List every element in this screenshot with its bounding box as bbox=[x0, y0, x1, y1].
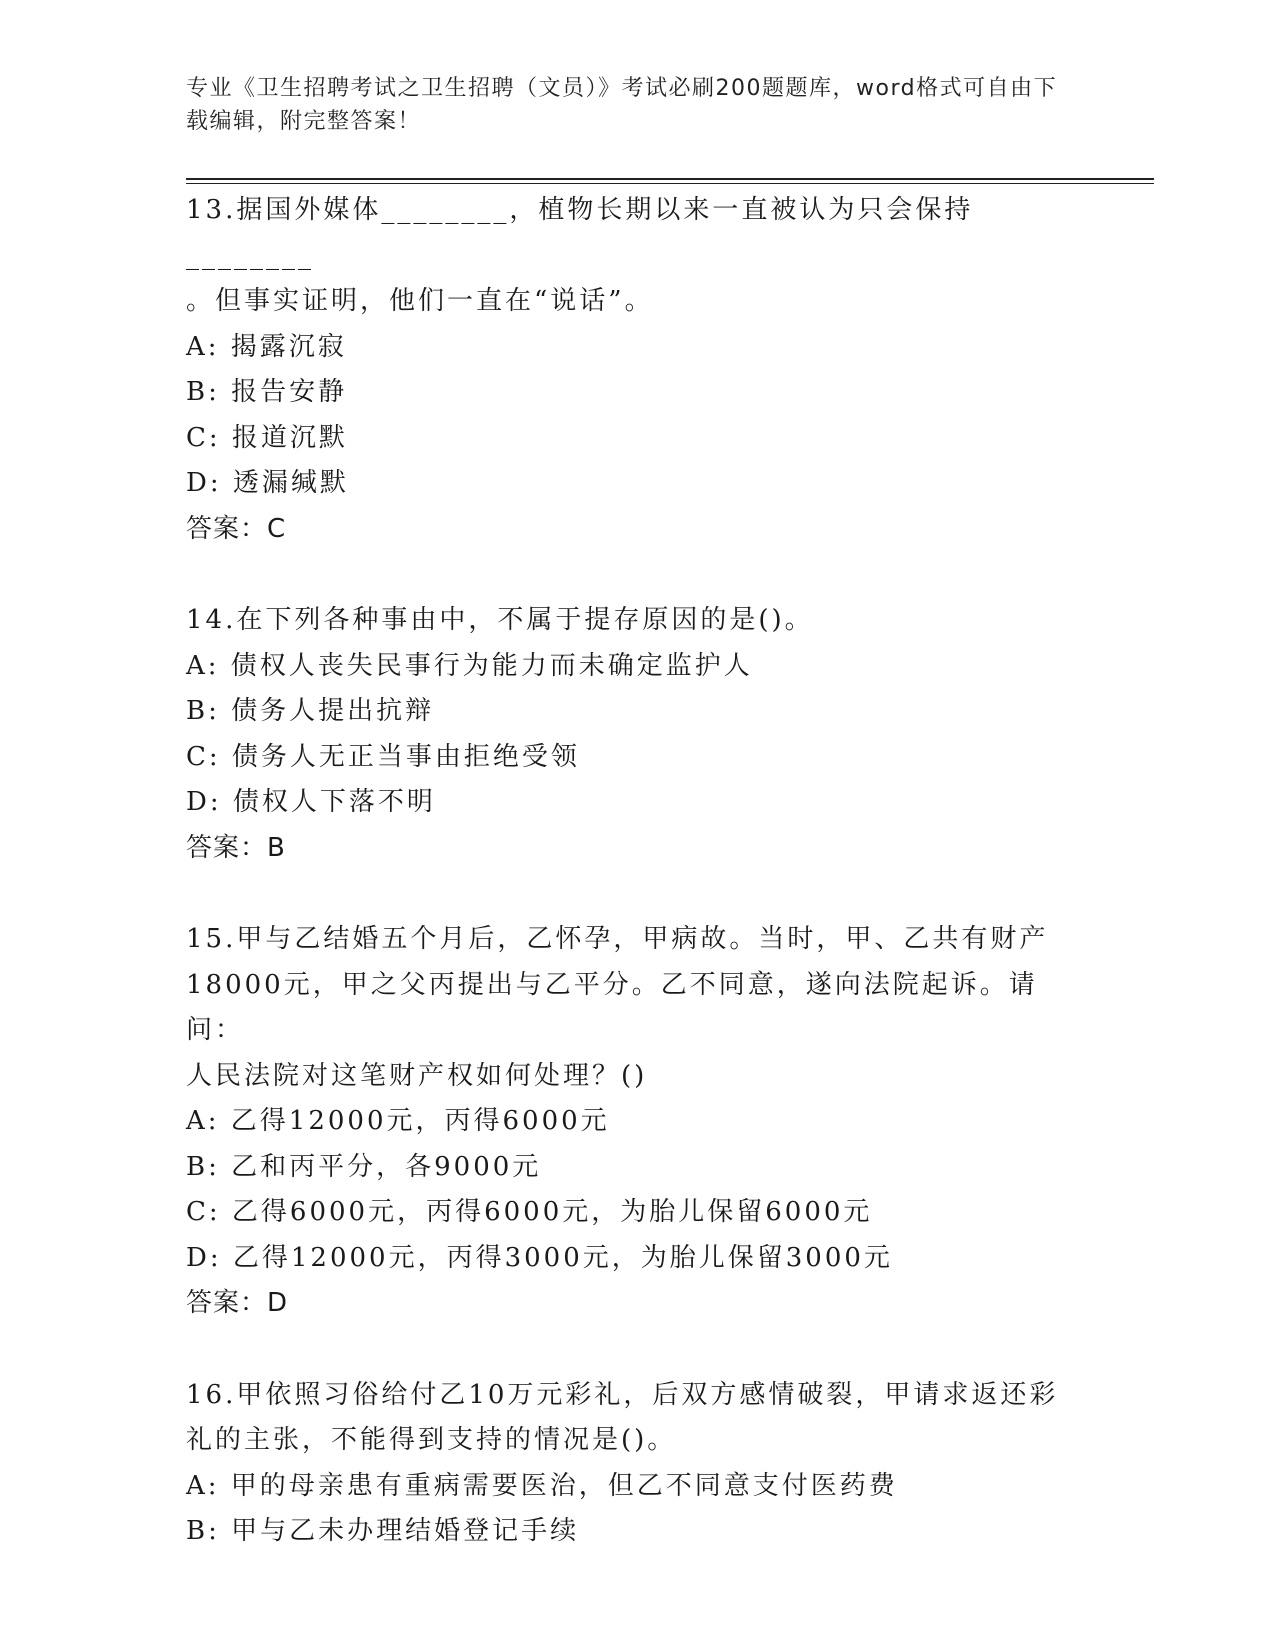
answer-line: 答案：D bbox=[186, 1288, 289, 1318]
option-c: C: 报道沉默 bbox=[186, 422, 348, 453]
question-text-line: 14.在下列各种事由中，不属于提存原因的是()。 bbox=[186, 605, 814, 635]
option-a: A: 债权人丧失民事行为能力而未确定监护人 bbox=[186, 650, 753, 681]
question-14 bbox=[186, 598, 1076, 871]
question-16 bbox=[186, 1373, 1076, 1555]
option-a: A: 甲的母亲患有重病需要医治，但乙不同意支付医药费 bbox=[186, 1470, 898, 1501]
option-b: B: 甲与乙未办理结婚登记手续 bbox=[186, 1516, 580, 1546]
option-c: C: 乙得6000元，丙得6000元，为胎儿保留6000元 bbox=[186, 1197, 873, 1227]
question-text-line: 。但事实证明，他们一直在“说话”。 bbox=[186, 286, 654, 316]
header-rule-thick bbox=[186, 178, 1154, 180]
option-d: D: 透漏缄默 bbox=[186, 468, 349, 498]
option-b: B: 乙和丙平分，各9000元 bbox=[186, 1151, 542, 1182]
question-text-line: 13.据国外媒体________，植物长期以来一直被认为只会保持________ bbox=[186, 195, 974, 271]
document-header: 专业《卫生招聘考试之卫生招聘（文员）》考试必刷200题题库，word格式可自由下载编辑，附完整答案！ bbox=[186, 76, 1058, 134]
option-d: D: 乙得12000元，丙得3000元，为胎儿保留3000元 bbox=[186, 1242, 893, 1273]
option-c: C: 债务人无正当事由拒绝受领 bbox=[186, 741, 580, 772]
option-a: A: 乙得12000元，丙得6000元 bbox=[186, 1106, 610, 1136]
question-15 bbox=[186, 917, 1076, 1327]
option-b: B: 债务人提出抗辩 bbox=[186, 696, 435, 726]
question-13 bbox=[186, 188, 1076, 552]
question-text-line: 16.甲依照习俗给付乙10万元彩礼，后双方感情破裂，甲请求返还彩 bbox=[186, 1379, 1059, 1410]
option-b: B: 报告安静 bbox=[186, 377, 348, 407]
question-text-line: 15.甲与乙结婚五个月后，乙怀孕，甲病故。当时，甲、乙共有财产 bbox=[186, 924, 1049, 954]
header-rule-thin bbox=[186, 183, 1154, 184]
option-a: A: 揭露沉寂 bbox=[186, 331, 347, 362]
option-d: D: 债权人下落不明 bbox=[186, 787, 436, 817]
question-list bbox=[186, 188, 1076, 1601]
answer-line: 答案：B bbox=[186, 832, 286, 863]
question-text-line: 礼的主张，不能得到支持的情况是()。 bbox=[186, 1425, 677, 1455]
question-text-line: 人民法院对这笔财产权如何处理？() bbox=[186, 1060, 648, 1091]
answer-line: 答案：C bbox=[186, 513, 287, 544]
question-text-line: 18000元，甲之父丙提出与乙平分。乙不同意，遂向法院起诉。请问： bbox=[186, 969, 1038, 1045]
